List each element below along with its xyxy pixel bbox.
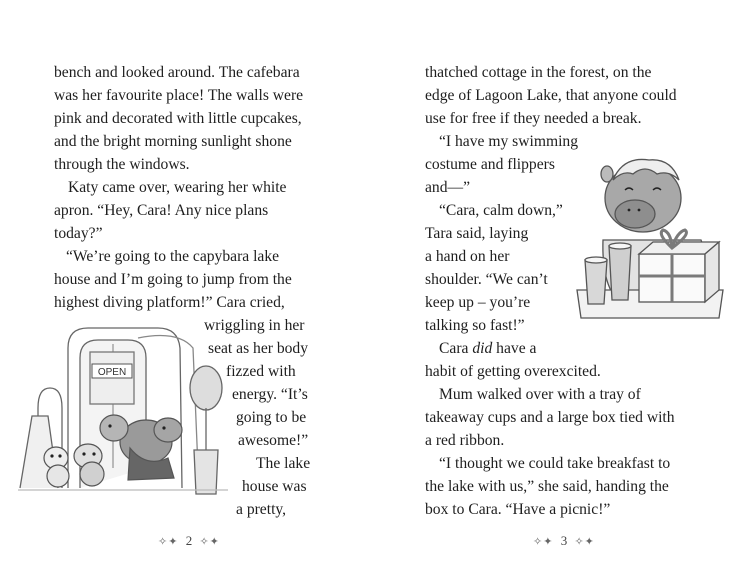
text-line xyxy=(439,338,536,360)
capybara-tray-illustration xyxy=(573,150,733,330)
text-line: “I thought we could take breakfast to xyxy=(439,455,671,472)
text-line: habit of getting overexcited. xyxy=(425,363,601,380)
text-line: highest diving platform!” Cara cried, xyxy=(54,294,285,311)
text-line: a pretty, xyxy=(236,501,287,518)
text-line: was her favourite place! The walls were xyxy=(54,87,304,104)
text-line: the lake with us,” she said, handing the xyxy=(425,478,669,495)
text-line: costume and flippers xyxy=(425,156,555,173)
text-line: keep up – you’re xyxy=(425,294,531,311)
text-line: bench and looked around. The cafebara xyxy=(54,64,300,81)
cafe-door-illustration xyxy=(18,318,228,502)
text-line: and the bright morning sunlight shone xyxy=(54,133,292,150)
text-line: edge of Lagoon Lake, that anyone could xyxy=(425,87,677,104)
text-line: use for free if they needed a break. xyxy=(425,110,642,127)
text-line: The lake xyxy=(256,455,311,472)
page-number: 3 xyxy=(560,533,568,548)
text-span: Cara xyxy=(439,340,473,357)
text-line: house and I’m going to jump from the xyxy=(54,271,292,288)
text-line: Katy came over, wearing her white xyxy=(68,179,287,196)
text-line: thatched cottage in the forest, on the xyxy=(425,64,652,81)
text-line: today?” xyxy=(54,225,103,242)
text-line: “We’re going to the capybara lake xyxy=(66,248,280,265)
text-line: energy. “It’s xyxy=(232,386,308,403)
text-line: box to Cara. “Have a picnic!” xyxy=(425,501,611,518)
text-line: awesome!” xyxy=(238,432,309,449)
text-line: talking so fast!” xyxy=(425,317,525,334)
text-line: “I have my swimming xyxy=(439,133,579,150)
text-line: a hand on her xyxy=(425,248,510,265)
page-number-3 xyxy=(533,533,595,549)
text-line: Tara said, laying xyxy=(425,225,529,242)
text-line: seat as her body xyxy=(208,340,309,357)
ornament: ✧✦ xyxy=(199,536,220,548)
text-line: fizzed with xyxy=(226,363,296,380)
text-line: takeaway cups and a large box tied with xyxy=(425,409,675,426)
ornament: ✧✦ xyxy=(574,536,595,548)
right-page xyxy=(375,0,750,576)
text-line: apron. “Hey, Cara! Any nice plans xyxy=(54,202,269,219)
open-sign: OPEN xyxy=(97,367,127,378)
page-number-2 xyxy=(158,533,220,549)
text-line: “Cara, calm down,” xyxy=(439,202,563,219)
text-line: pink and decorated with little cupcakes, xyxy=(54,110,302,127)
text-span: have a xyxy=(492,340,537,357)
page-number: 2 xyxy=(185,533,193,548)
ornament: ✧✦ xyxy=(533,536,554,548)
text-line: a red ribbon. xyxy=(425,432,505,449)
text-line: Mum walked over with a tray of xyxy=(439,386,641,403)
text-line: going to be xyxy=(236,409,307,426)
text-line: shoulder. “We can’t xyxy=(425,271,548,288)
text-line: wriggling in her xyxy=(204,317,305,334)
ornament: ✧✦ xyxy=(158,536,179,548)
text-line: and—” xyxy=(425,179,471,196)
text-line: through the windows. xyxy=(54,156,190,173)
emphasis: did xyxy=(472,340,493,357)
text-line: house was xyxy=(242,478,307,495)
